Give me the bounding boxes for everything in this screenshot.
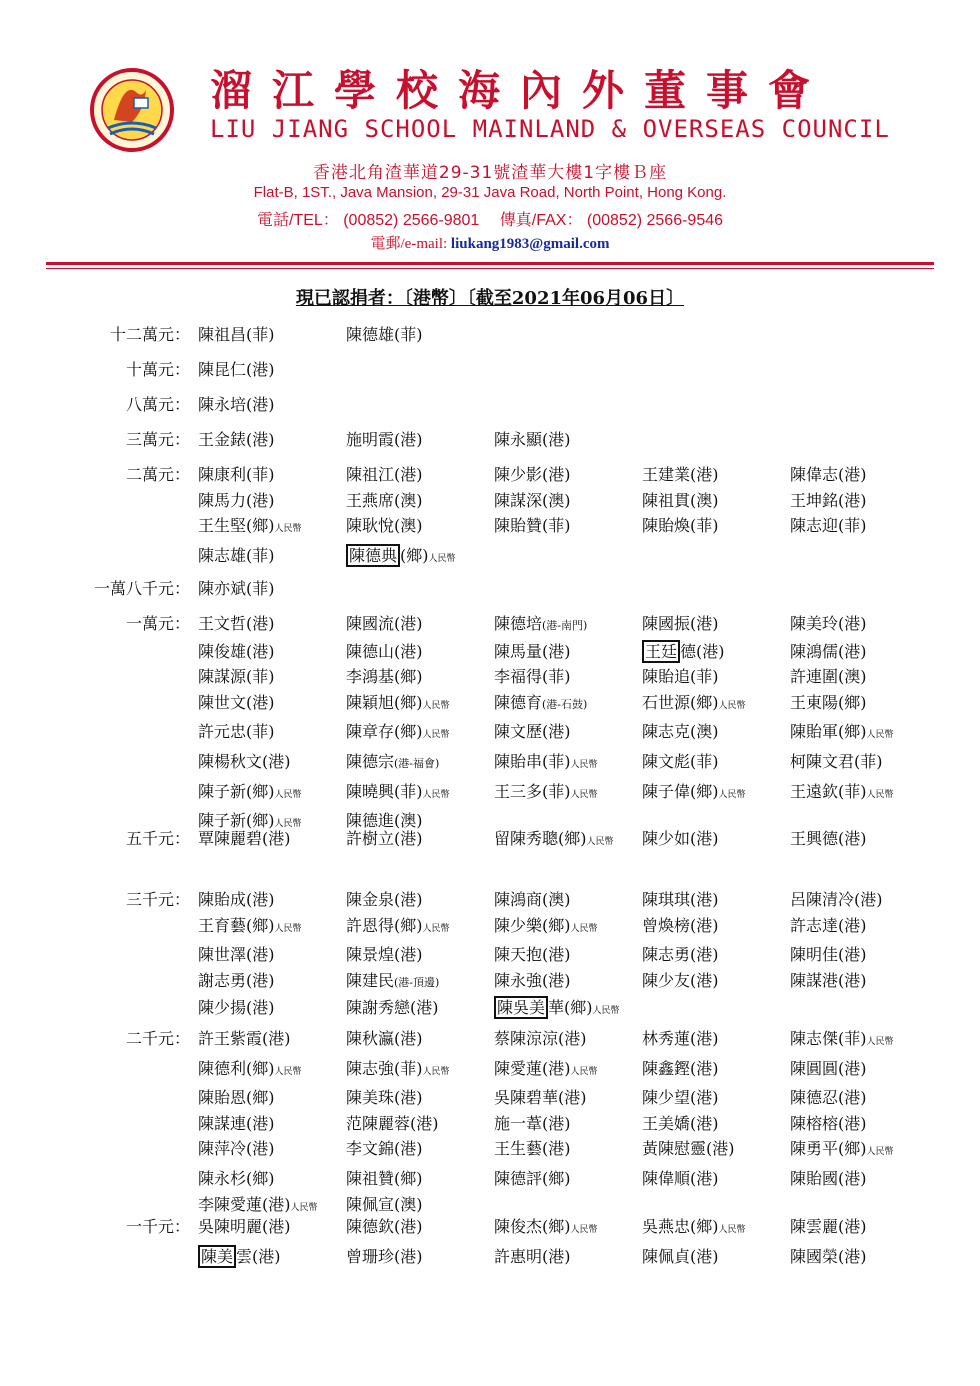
amount-label: 二萬元： (125, 465, 190, 484)
donor-name: 陳馬量(港) (494, 641, 571, 661)
header-divider-thin (46, 268, 934, 269)
donor-name: 王坤銘(港) (790, 490, 867, 510)
donor-name: 陳少影(港) (494, 465, 571, 484)
donor-name-grid (198, 462, 938, 572)
amount-label: 十二萬元： (109, 325, 190, 344)
donor-list-heading-text: 現已認捐者：〔港幣〕〔截至2021年06月06日〕 (295, 288, 685, 309)
amount-label: 五千元： (125, 829, 190, 848)
phone-fax-line: 電話/TEL： (00852) 2566-9801 傳真/FAX： (00852) 2566-9546 (256, 212, 724, 229)
donor-name: 王生藝(港) (494, 1139, 571, 1159)
donor-name: 陳祖江(港) (346, 465, 423, 484)
amount-label: 三千元： (125, 890, 190, 909)
donor-name: 陳建民(港-頂邊) (346, 970, 440, 990)
donor-name: 陳志雄(菲) (198, 545, 275, 565)
donor-name: 陳佩宣(澳) (346, 1194, 423, 1214)
email-label: 電郵/e-mail: (370, 236, 451, 252)
donor-name: 許志達(港) (790, 915, 867, 935)
donor-name: 陳祖貫(澳) (642, 490, 719, 510)
council-title-chinese: 溜江學校海內外董事會 (210, 66, 831, 115)
donor-name-grid (198, 357, 938, 383)
council-logo (84, 62, 202, 156)
donor-name: 范陳麗蓉(港) (346, 1113, 439, 1133)
donor-name: 陳楊秋文(港) (198, 751, 291, 771)
donor-name: 李文錦(港) (346, 1139, 423, 1159)
donor-name: 陳德宗(港-福會) (346, 751, 440, 771)
donor-name: 呂陳清冷(港) (790, 890, 883, 909)
donor-name: 陳國振(港) (642, 614, 719, 633)
donor-name: 陳德雄(菲) (346, 325, 423, 344)
donor-name: 陳志克(澳) (642, 722, 719, 742)
donor-name: 陳美 雲(港) (198, 1244, 346, 1270)
donor-list-heading (0, 284, 980, 310)
donor-name: 陳少揚(港) (198, 998, 275, 1018)
donor-name: 陳貽串(菲)人民幣 (494, 751, 598, 771)
donor-name: 陳永杉(鄉) (198, 1168, 275, 1188)
donor-name-grid (198, 427, 938, 453)
donor-name: 陳勇平(鄉)人民幣 (790, 1139, 894, 1159)
donor-name: 陳秋瀛(港) (346, 1029, 423, 1048)
donor-name: 陳德欽(港) (346, 1217, 423, 1236)
donor-name: 陳愛蓮(港)人民幣 (494, 1058, 598, 1078)
donor-name: 陳圓圓(港) (790, 1058, 867, 1078)
donor-name-grid (198, 1214, 938, 1269)
donor-name: 曾珊珍(港) (346, 1246, 423, 1266)
donor-name: 王廷 德(港) (642, 639, 790, 665)
donor-name: 陳少樂(鄉)人民幣 (494, 915, 598, 935)
council-title-english: LIU JIANG SCHOOL MAINLAND & OVERSEAS COUNCIL (210, 115, 890, 143)
donor-name: 陳世澤(港) (198, 945, 275, 965)
donor-name: 王燕席(澳) (346, 490, 423, 510)
donor-name: 陳謀深(澳) (494, 490, 571, 510)
donor-name: 陳德育(港-石鼓) (494, 692, 588, 712)
donor-name: 陳少友(港) (642, 970, 719, 990)
donor-name: 陳吳美 華(鄉)人民幣 (494, 995, 642, 1025)
donor-name: 王美嬌(港) (642, 1113, 719, 1133)
donor-name: 陳謀港(港) (790, 970, 867, 990)
donor-name: 陳文歷(港) (494, 722, 571, 742)
donor-name: 王金錶(港) (198, 430, 275, 449)
donor-name: 陳亦斌(菲) (198, 579, 275, 598)
donor-name: 許連圍(澳) (790, 667, 867, 687)
donor-name: 陳美玲(港) (790, 614, 867, 633)
donor-name: 陳德利(鄉)人民幣 (198, 1058, 302, 1078)
donor-name: 陳子新(鄉)人民幣 (198, 781, 302, 801)
donor-name: 陳貽國(港) (790, 1168, 867, 1188)
donor-name: 陳貽軍(鄉)人民幣 (790, 722, 894, 742)
donor-name: 陳榕榕(港) (790, 1113, 867, 1133)
donor-name: 陳永強(港) (494, 970, 571, 990)
donor-name: 陳祖贊(鄉) (346, 1168, 423, 1188)
amount-label: 二千元： (125, 1029, 190, 1048)
donor-name: 許恩得(鄉)人民幣 (346, 915, 450, 935)
amount-label: 一萬八千元： (93, 579, 190, 598)
donor-name: 陳景煌(港) (346, 945, 423, 965)
donor-name: 施一葦(港) (494, 1113, 571, 1133)
donor-name: 陳志勇(港) (642, 945, 719, 965)
amount-label: 八萬元： (125, 395, 190, 414)
donor-name: 李福得(菲) (494, 667, 571, 687)
donor-name: 王生堅(鄉)人民幣 (198, 516, 302, 536)
amount-label: 一千元： (125, 1217, 190, 1236)
address-chinese: 香港北角渣華道29-31號渣華大樓1字樓Ｂ座 (312, 163, 668, 183)
donor-name: 陳永培(港) (198, 395, 275, 414)
donor-name: 陳琪琪(港) (642, 890, 719, 909)
donor-name: 陳子新(鄉)人民幣 (198, 811, 302, 831)
donor-name: 覃陳麗碧(港) (198, 829, 291, 848)
donor-name: 王東陽(鄉) (790, 692, 867, 712)
donor-name: 陳穎旭(鄉)人民幣 (346, 692, 450, 712)
donor-name: 陳雲麗(港) (790, 1217, 867, 1236)
donor-name: 陳國榮(港) (790, 1246, 867, 1266)
donor-name: 曾煥榜(港) (642, 915, 719, 935)
donor-name: 陳德評(鄉) (494, 1168, 571, 1188)
donor-name: 陳文彪(菲) (642, 751, 719, 771)
donor-name: 陳德典 (鄉)人民幣 (346, 543, 494, 573)
donor-name: 陳謀連(港) (198, 1113, 275, 1133)
donor-name: 陳鑫鏗(港) (642, 1058, 719, 1078)
header-divider-thick (46, 262, 934, 265)
donor-name: 許惠明(港) (494, 1246, 571, 1266)
email-address: liukang1983@gmail.com (450, 236, 610, 252)
donor-name: 黃陳慰靈(港) (642, 1139, 735, 1159)
donor-name-grid (198, 611, 938, 838)
donor-name: 陳貽追(菲) (642, 667, 719, 687)
donor-name: 王興德(港) (790, 829, 867, 848)
donor-name: 陳志迎(菲) (790, 516, 867, 536)
donor-name: 陳耿悅(澳) (346, 516, 423, 536)
donor-name: 王文哲(港) (198, 614, 275, 633)
donor-name-grid (198, 1026, 938, 1221)
donor-name: 陳俊杰(鄉)人民幣 (494, 1217, 598, 1236)
donor-name: 陳鴻商(澳) (494, 890, 571, 909)
donor-name: 陳德忍(港) (790, 1088, 867, 1108)
donor-name: 陳金泉(港) (346, 890, 423, 909)
donor-name-grid (198, 826, 938, 856)
donor-name: 許樹立(港) (346, 829, 423, 848)
donor-name: 陳曉興(菲)人民幣 (346, 781, 450, 801)
donor-name: 陳章存(鄉)人民幣 (346, 722, 450, 742)
email-line (0, 232, 980, 253)
donor-name: 陳昆仁(港) (198, 360, 275, 379)
donor-name: 吳陳明麗(港) (198, 1217, 291, 1236)
donor-name-grid (198, 392, 938, 418)
donor-name: 林秀蓮(港) (642, 1029, 719, 1048)
donor-name: 陳少如(港) (642, 829, 719, 848)
donor-name: 陳佩貞(港) (642, 1246, 719, 1266)
donor-name: 柯陳文君(菲) (790, 751, 883, 771)
donor-name: 陳萍冷(港) (198, 1139, 275, 1159)
donor-name: 陳志強(菲)人民幣 (346, 1058, 450, 1078)
donor-name: 吳燕忠(鄉)人民幣 (642, 1217, 746, 1236)
donor-name: 陳美珠(港) (346, 1088, 423, 1108)
donor-name: 陳貽恩(鄉) (198, 1088, 275, 1108)
amount-label: 十萬元： (125, 360, 190, 379)
donor-name: 蔡陳涼涼(港) (494, 1029, 587, 1048)
donor-name: 李鴻基(鄉) (346, 667, 423, 687)
donor-name: 陳天抱(港) (494, 945, 571, 965)
donor-name-grid (198, 887, 938, 1025)
donor-name: 王建業(港) (642, 465, 719, 484)
donor-name: 陳貽煥(菲) (642, 516, 719, 536)
donor-name: 陳偉順(港) (642, 1168, 719, 1188)
donor-name: 陳俊雄(港) (198, 641, 275, 661)
donor-name: 李陳愛蓮(港)人民幣 (198, 1194, 318, 1214)
donor-name: 陳少望(港) (642, 1088, 719, 1108)
donor-name: 陳國流(港) (346, 614, 423, 633)
donor-name: 陳志傑(菲)人民幣 (790, 1029, 894, 1048)
donor-name: 陳德山(港) (346, 641, 423, 661)
donor-name: 留陳秀聰(鄉)人民幣 (494, 829, 614, 848)
donor-name: 陳康利(菲) (198, 465, 275, 484)
donor-name: 陳永顯(港) (494, 430, 571, 449)
donor-name: 陳祖昌(菲) (198, 325, 275, 344)
donor-name: 陳馬力(港) (198, 490, 275, 510)
donor-name: 陳貽成(港) (198, 890, 275, 909)
donor-name: 陳明佳(港) (790, 945, 867, 965)
donor-name: 陳德進(澳) (346, 811, 423, 831)
donor-name: 陳世文(港) (198, 692, 275, 712)
donor-name: 陳謝秀戀(港) (346, 998, 439, 1018)
donor-name: 陳謀源(菲) (198, 667, 275, 687)
donor-name: 謝志勇(港) (198, 970, 275, 990)
donor-name: 許元忠(菲) (198, 722, 275, 742)
donor-name: 王遠欽(菲)人民幣 (790, 781, 894, 801)
address-english: Flat-B, 1ST., Java Mansion, 29-31 Java Road, North Point, Hong Kong. (253, 184, 727, 201)
amount-label: 三萬元： (125, 430, 190, 449)
donor-name-grid (198, 322, 938, 348)
donor-name: 陳貽贊(菲) (494, 516, 571, 536)
donor-name-grid (198, 576, 938, 602)
donor-name: 王育藝(鄉)人民幣 (198, 915, 302, 935)
donor-name: 陳鴻儒(港) (790, 641, 867, 661)
donor-name: 陳子偉(鄉)人民幣 (642, 781, 746, 801)
donor-name: 王三多(菲)人民幣 (494, 781, 598, 801)
donor-name: 吳陳碧華(港) (494, 1088, 587, 1108)
donor-name: 陳德培(港-南門) (494, 614, 588, 633)
amount-label: 一萬元： (125, 614, 190, 633)
donor-name: 石世源(鄉)人民幣 (642, 692, 746, 712)
donor-name: 許王紫霞(港) (198, 1029, 291, 1048)
donor-name: 施明霞(港) (346, 430, 423, 449)
donor-name: 陳偉志(港) (790, 465, 867, 484)
